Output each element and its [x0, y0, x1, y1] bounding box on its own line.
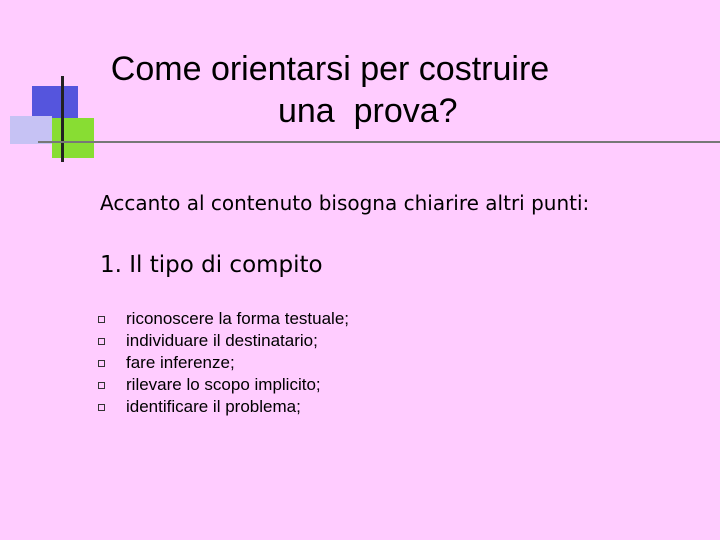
square-bullet-icon	[98, 360, 105, 367]
list-item-label: individuare il destinatario;	[126, 331, 318, 350]
list-item	[95, 352, 349, 374]
list-item-label: fare inferenze;	[126, 353, 235, 372]
decor-vertical-line	[61, 76, 64, 162]
decor-lavender-square	[10, 116, 52, 144]
task-list	[95, 308, 349, 418]
list-item-label: riconoscere la forma testuale;	[126, 309, 349, 328]
square-bullet-icon	[98, 338, 105, 345]
section-heading: 1. Il tipo di compito	[100, 252, 323, 278]
slide-title: Come orientarsi per costruire una prova?	[110, 50, 550, 130]
intro-text: Accanto al contenuto bisogna chiarire altri punti:	[100, 191, 590, 215]
list-item-label: rilevare lo scopo implicito;	[126, 375, 321, 394]
list-item	[95, 374, 349, 396]
list-item	[95, 330, 349, 352]
square-bullet-icon	[98, 404, 105, 411]
list-item	[95, 308, 349, 330]
square-bullet-icon	[98, 382, 105, 389]
title-divider-line	[38, 141, 720, 143]
list-item-label: identificare il problema;	[126, 397, 301, 416]
square-bullet-icon	[98, 316, 105, 323]
list-item	[95, 396, 349, 418]
